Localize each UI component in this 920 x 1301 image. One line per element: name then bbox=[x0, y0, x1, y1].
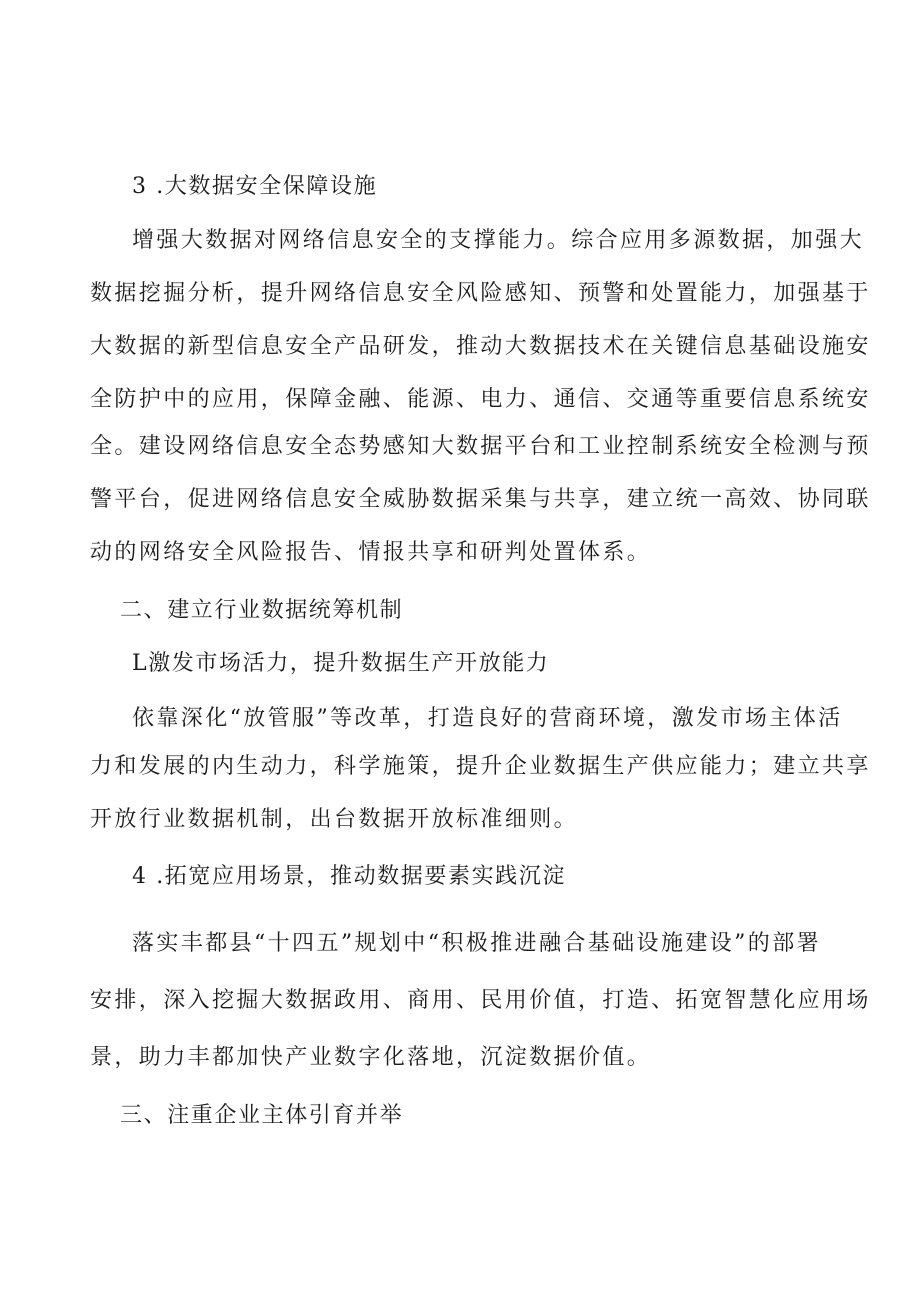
section-heading: L激发市场活力，提升数据生产开放能力 bbox=[132, 651, 550, 676]
chapter-heading: 二、建立行业数据统筹机制 bbox=[120, 598, 404, 623]
paragraph-line: 警平台，促进网络信息安全威胁数据采集与共享，建立统一高效、协同联 bbox=[90, 487, 871, 512]
paragraph-line: 安排，深入挖掘大数据政用、商用、民用价值，打造、拓宽智慧化应用场 bbox=[90, 988, 871, 1013]
paragraph-line: 动的网络安全风险报告、情报共享和研判处置体系。 bbox=[90, 540, 652, 565]
paragraph-line: 开放行业数据机制，出台数据开放标准细则。 bbox=[90, 807, 579, 832]
paragraph-line: 力和发展的内生动力，科学施策，提升企业数据生产供应能力；建立共享 bbox=[90, 754, 871, 779]
paragraph-line: 景，助力丰都加快产业数字化落地，沉淀数据价值。 bbox=[90, 1045, 652, 1070]
paragraph-line: 全。建设网络信息安全态势感知大数据平台和工业控制系统安全检测与预 bbox=[90, 434, 871, 459]
paragraph-line: 落实丰都县“十四五”规划中“积极推进融合基础设施建设”的部署 bbox=[132, 931, 821, 956]
paragraph-line: 大数据的新型信息安全产品研发，推动大数据技术在关键信息基础设施安 bbox=[90, 334, 871, 359]
paragraph-line: 依靠深化“放管服”等改革，打造良好的营商环境，激发市场主体活 bbox=[132, 706, 843, 731]
section-heading: 4 .拓宽应用场景，推动数据要素实践沉淀 bbox=[132, 864, 566, 889]
paragraph-line: 数据挖掘分析，提升网络信息安全风险感知、预警和处置能力，加强基于 bbox=[90, 281, 871, 306]
paragraph-line: 增强大数据对网络信息安全的支撑能力。综合应用多源数据，加强大 bbox=[132, 228, 865, 253]
section-heading: 3 .大数据安全保障设施 bbox=[132, 174, 378, 199]
paragraph-line: 全防护中的应用，保障金融、能源、电力、通信、交通等重要信息系统安 bbox=[90, 387, 871, 412]
chapter-heading: 三、注重企业主体引育并举 bbox=[120, 1103, 404, 1128]
